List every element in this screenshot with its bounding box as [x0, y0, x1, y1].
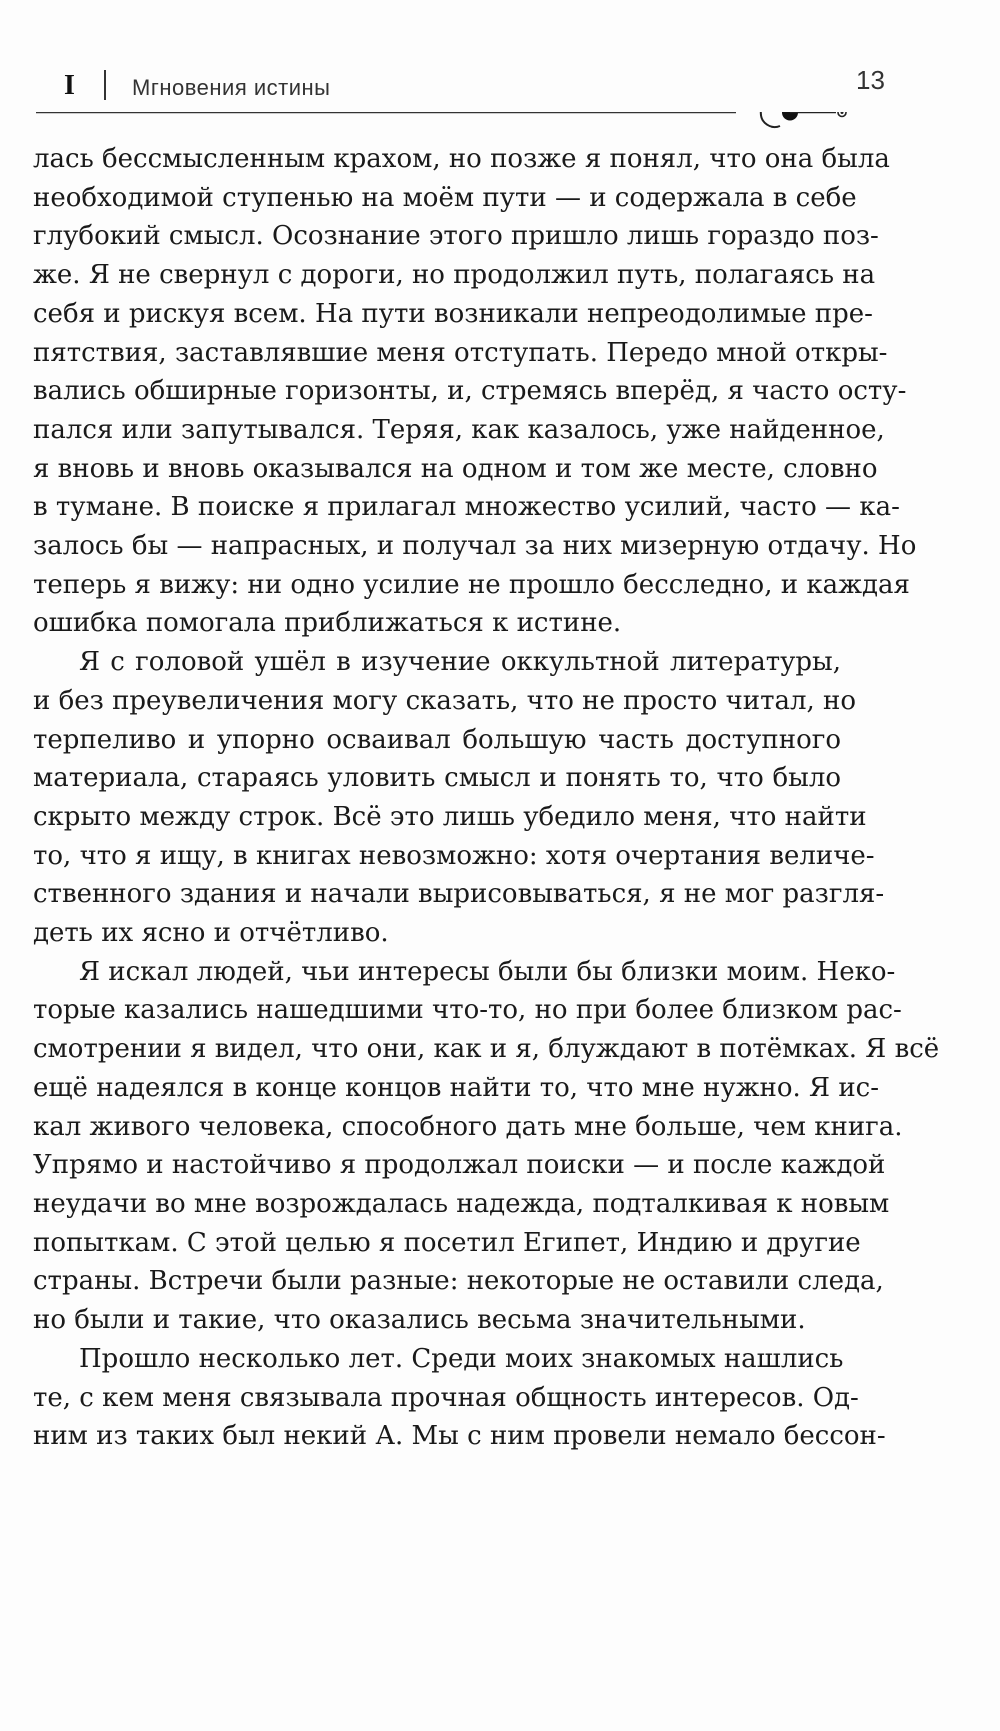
- text-line: ещё надеялся в конце концов найти то, что мне нужно. Я ис-: [33, 1072, 879, 1103]
- text-line: Упрямо и настойчиво я продолжал поиски — и после каждой: [33, 1150, 886, 1181]
- paragraph: [33, 140, 917, 643]
- text-line: ственного здания и начали вырисовываться, я не мог разгля-: [33, 879, 885, 910]
- text-line: скрыто между строк. Всё это лишь убедило меня, что найти: [33, 801, 867, 832]
- body-text: [33, 140, 940, 1456]
- text-line: в тумане. В поиске я прилагал множество усилий, часто — ка-: [33, 492, 900, 523]
- section-title: Мгновения истины: [132, 75, 331, 100]
- ornament-line-icon: [36, 112, 936, 136]
- text-line: пался или запутывался. Теряя, как казалось, уже найденное,: [33, 414, 885, 445]
- paragraph: [33, 1340, 886, 1456]
- paragraph: [33, 643, 885, 953]
- text-line: ним из таких был некий А. Мы с ним провели немало бессон-: [33, 1421, 886, 1452]
- text-line: Я с головой ушёл в изучение оккультной литературы,: [79, 647, 841, 678]
- text-line: лась бессмысленным крахом, но позже я понял, что она была: [33, 144, 890, 174]
- text-line: деть их ясно и отчётливо.: [33, 918, 389, 949]
- text-line: вались обширные горизонты, и, стремясь вперёд, я часто осту-: [33, 376, 907, 407]
- chapter-number: I: [64, 70, 75, 101]
- header-divider: [104, 70, 106, 100]
- page-number: 13: [856, 65, 885, 95]
- text-line: страны. Встречи были разные: некоторые не оставили следа,: [33, 1266, 884, 1297]
- text-line: глубокий смысл. Осознание этого пришло лишь гораздо поз-: [33, 221, 879, 252]
- text-line: Я искал людей, чьи интересы были бы близки моим. Неко-: [79, 956, 896, 987]
- text-line: и без преувеличения могу сказать, что не просто читал, но: [33, 685, 857, 716]
- text-line: себя и рискуя всем. На пути возникали непреодолимые пре-: [33, 298, 873, 329]
- text-line: те, с кем меня связывала прочная общность интересов. Од-: [33, 1382, 859, 1413]
- text-line: но были и такие, что оказались весьма значительными.: [33, 1305, 806, 1336]
- text-line: залось бы — напрасных, и получал за них мизерную отдачу. Но: [33, 531, 917, 562]
- running-header: [36, 62, 936, 112]
- text-line: необходимой ступенью на моём пути — и содержала в себе: [33, 182, 857, 213]
- text-line: то, что я ищу, в книгах невозможно: хотя очертания величе-: [33, 840, 875, 871]
- text-line: неудачи во мне возрождалась надежда, подталкивая к новым: [33, 1188, 890, 1219]
- text-line: же. Я не свернул с дороги, но продолжил путь, полагаясь на: [33, 260, 876, 291]
- text-line: терпеливо и упорно осваивал большую часть доступного: [33, 724, 841, 755]
- text-line: материала, стараясь уловить смысл и понять то, что было: [33, 763, 841, 794]
- text-line: я вновь и вновь оказывался на одном и том же месте, словно: [33, 453, 878, 484]
- text-line: попыткам. С этой целью я посетил Египет, Индию и другие: [33, 1227, 861, 1258]
- text-line: Прошло несколько лет. Среди моих знакомых нашлись: [79, 1343, 844, 1374]
- text-line: торые казались нашедшими что-то, но при более близком рас-: [33, 995, 902, 1026]
- paragraph: [33, 953, 940, 1340]
- text-line: ошибка помогала приближаться к истине.: [33, 608, 622, 639]
- header-rule: [36, 112, 936, 136]
- text-line: теперь я вижу: ни одно усилие не прошло бесследно, и каждая: [33, 569, 910, 600]
- text-line: кал живого человека, способного дать мне больше, чем книга.: [33, 1111, 903, 1142]
- text-line: пятствия, заставлявшие меня отступать. Передо мной откры-: [33, 337, 888, 368]
- text-line: смотрении я видел, что они, как и я, блуждают в потёмках. Я всё: [33, 1034, 940, 1065]
